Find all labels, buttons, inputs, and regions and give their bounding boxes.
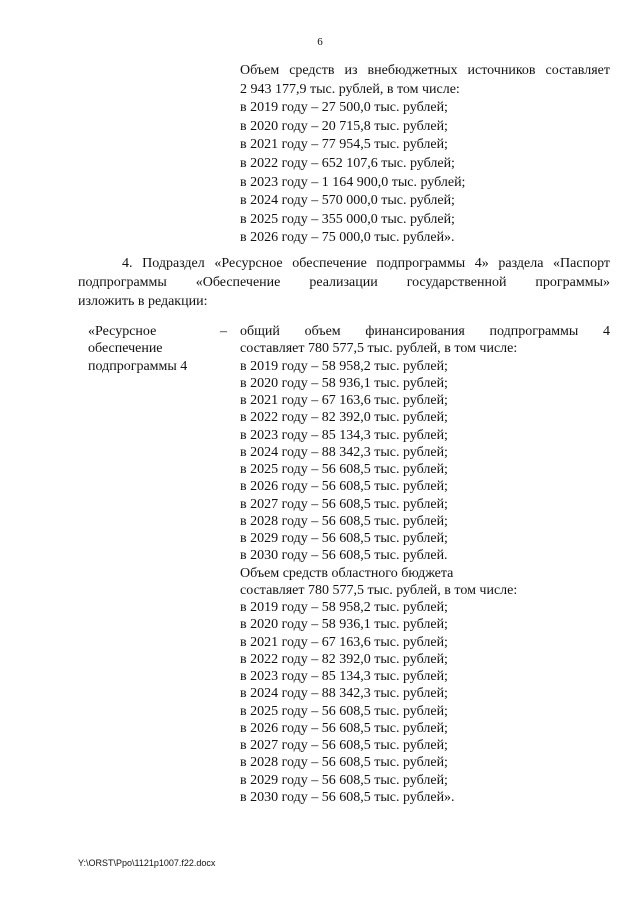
text-line: в 2020 году – 20 715,8 тыс. рублей; (240, 118, 448, 134)
text-line: в 2027 году – 56 608,5 тыс. рублей; (240, 496, 448, 512)
section-label (88, 323, 228, 375)
text-line: в 2021 году – 67 163,6 тыс. рублей; (240, 393, 448, 408)
text-line: изложить в редакции: (78, 294, 208, 309)
paragraph-4 (78, 254, 610, 311)
text-line: в 2022 году – 82 392,0 тыс. рублей; (240, 651, 448, 667)
label-line: обеспечение (88, 341, 163, 357)
text-line: в 2030 году – 56 608,5 тыс. рублей. (240, 548, 448, 564)
text-line: в 2020 году – 58 936,1 тыс. рублей; (240, 375, 448, 391)
file-path-footer: Y:\ORST\Ppo\1121p1007.f22.docx (78, 858, 216, 868)
text-line: Объем средств областного бюджета (240, 565, 454, 581)
text-line: в 2029 году – 56 608,5 тыс. рублей; (240, 772, 448, 788)
text-line: 4. Подраздел «Ресурсное обеспечение подпрограммы 4» раздела «Паспорт (122, 256, 610, 271)
text-line: в 2023 году – 85 134,3 тыс. рублей; (240, 669, 448, 684)
text-line: в 2019 году – 58 958,2 тыс. рублей; (240, 600, 448, 615)
text-line: в 2028 году – 56 608,5 тыс. рублей; (240, 513, 448, 529)
text-line: в 2025 году – 56 608,5 тыс. рублей; (240, 462, 448, 477)
text-line: подпрограммы «Обеспечение реализации государственной программы» (78, 275, 610, 290)
text-line: в 2026 году – 75 000,0 тыс. рублей». (240, 230, 455, 246)
text-line: в 2026 году – 56 608,5 тыс. рублей; (240, 479, 448, 495)
text-line: в 2024 году – 88 342,3 тыс. рублей; (240, 686, 448, 702)
page-number: 6 (317, 36, 323, 48)
text-line: Объем средств из внебюджетных источников составляет (240, 63, 610, 78)
text-line: в 2024 году – 88 342,3 тыс. рублей; (240, 444, 448, 460)
text-line: в 2027 году – 56 608,5 тыс. рублей; (240, 738, 448, 753)
text-line: в 2020 году – 58 936,1 тыс. рублей; (240, 617, 448, 633)
text-line: в 2019 году – 27 500,0 тыс. рублей; (240, 100, 448, 116)
text-line: в 2025 году – 355 000,0 тыс. рублей; (240, 211, 455, 227)
text-line: в 2019 году – 58 958,2 тыс. рублей; (240, 358, 448, 374)
text-line: в 2023 году – 85 134,3 тыс. рублей; (240, 427, 448, 443)
label-line: «Ресурсное (88, 324, 157, 339)
text-line: в 2024 году – 570 000,0 тыс. рублей; (240, 193, 455, 209)
text-line: в 2028 году – 56 608,5 тыс. рублей; (240, 755, 448, 771)
text-line: в 2021 году – 67 163,6 тыс. рублей; (240, 634, 448, 650)
text-line: в 2025 году – 56 608,5 тыс. рублей; (240, 703, 448, 719)
text-line: составляет 780 577,5 тыс. рублей, в том числе: (240, 582, 518, 598)
text-line: в 2029 году – 56 608,5 тыс. рублей; (240, 531, 448, 546)
text-line: общий объем финансирования подпрограммы 4 (240, 324, 610, 339)
text-line: в 2026 году – 56 608,5 тыс. рублей; (240, 720, 448, 736)
label-line: подпрограммы 4 (88, 358, 188, 374)
text-line: в 2022 году – 82 392,0 тыс. рублей; (240, 410, 448, 426)
text-line: в 2023 году – 1 164 900,0 тыс. рублей; (240, 174, 466, 190)
extrabudgetary-funding-block (240, 62, 610, 248)
text-line: в 2022 году – 652 107,6 тыс. рублей; (240, 155, 455, 171)
text-line: 2 943 177,9 тыс. рублей, в том числе: (240, 81, 460, 97)
text-line: составляет 780 577,5 тыс. рублей, в том числе: (240, 341, 518, 357)
text-line: в 2021 году – 77 954,5 тыс. рублей; (240, 137, 448, 153)
dash-separator: – (220, 324, 227, 339)
text-line: в 2030 году – 56 608,5 тыс. рублей». (240, 789, 455, 805)
section-content (240, 323, 610, 806)
